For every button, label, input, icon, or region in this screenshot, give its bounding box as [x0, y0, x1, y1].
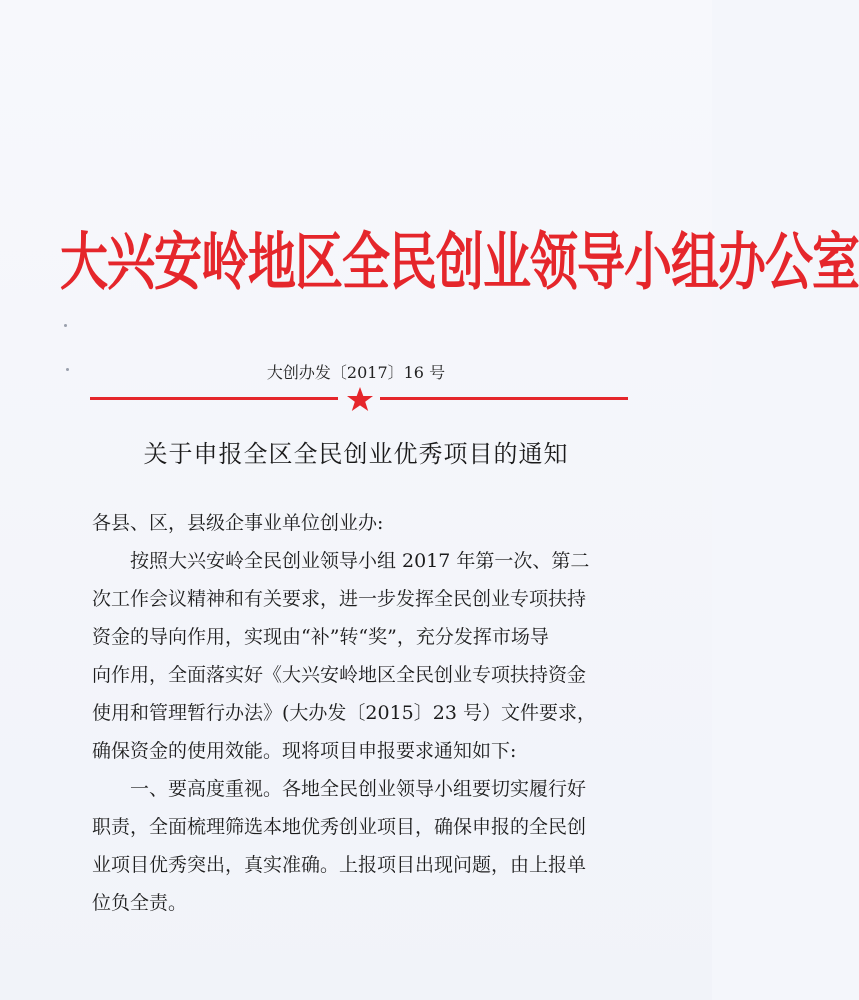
scan-speck — [64, 324, 67, 327]
salutation: 各县、区，县级企事业单位创业办: — [92, 512, 384, 534]
organization-title: 大兴安岭地区全民创业领导小组办公室 — [60, 226, 859, 300]
notice-title: 关于申报全区全民创业优秀项目的通知 — [143, 440, 569, 468]
star-icon — [346, 386, 374, 412]
paragraph-line: 位负全责。 — [92, 892, 188, 914]
paragraph-line: 确保资金的使用效能。现将项目申报要求通知如下: — [92, 740, 517, 762]
paragraph-line: 一、要高度重视。各地全民创业领导小组要切实履行好 — [130, 778, 587, 800]
red-rule-left — [90, 397, 338, 400]
paragraph-line: 资金的导向作用，实现由“补”转“奖”，充分发挥市场导 — [92, 626, 549, 648]
paragraph-1 — [92, 542, 632, 770]
paragraph-line: 使用和管理暂行办法》(大办发〔2015〕23 号）文件要求， — [92, 702, 596, 724]
paragraph-line: 业项目优秀突出，真实准确。上报项目出现问题，由上报单 — [92, 854, 587, 876]
paragraph-line: 次工作会议精神和有关要求，进一步发挥全民创业专项扶持 — [92, 588, 587, 610]
scan-speck — [66, 368, 69, 371]
red-rule-right — [380, 397, 628, 400]
paragraph-line: 向作用，全面落实好《大兴安岭地区全民创业专项扶持资金 — [92, 664, 587, 686]
paragraph-line: 职责，全面梳理筛选本地优秀创业项目，确保申报的全民创 — [92, 816, 587, 838]
document-number: 大创办发〔2017〕16 号 — [266, 363, 446, 382]
paragraph-2 — [92, 770, 632, 922]
paragraph-line: 按照大兴安岭全民创业领导小组 2017 年第一次、第二 — [130, 550, 590, 572]
